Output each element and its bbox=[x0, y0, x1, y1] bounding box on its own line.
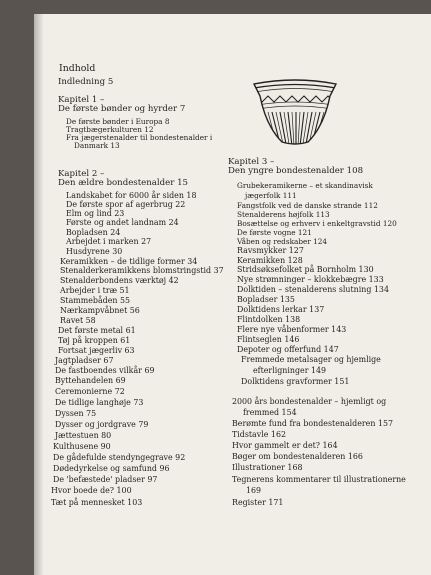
toc-entry: De første spor af agerbrug 22 bbox=[66, 200, 186, 209]
toc-entry: Tøj på kroppen 61 bbox=[58, 336, 131, 345]
toc-entry: Indledning 5 bbox=[58, 77, 114, 87]
toc-entry: Flintdolken 138 bbox=[237, 315, 301, 324]
toc-entry: Tæt på mennesket 103 bbox=[51, 498, 143, 507]
toc-entry: Byttehandelen 69 bbox=[55, 376, 126, 385]
toc-entry: Stammebåden 55 bbox=[60, 296, 131, 305]
toc-entry: Landskabet for 6000 år siden 18 bbox=[66, 191, 197, 200]
toc-entry: Keramikken 128 bbox=[237, 256, 303, 265]
book-page bbox=[34, 14, 431, 575]
toc-entry: Hvor gammelt er det? 164 bbox=[232, 441, 338, 450]
toc-entry: Register 171 bbox=[232, 498, 284, 507]
toc-entry: Dødedyrkelse og samfund 96 bbox=[53, 464, 170, 473]
toc-entry: Stenalderkeramikkens blomstringstid 37 bbox=[60, 266, 224, 275]
toc-entry: Fremmede metalsager og hjemlige bbox=[241, 355, 381, 364]
toc-entry: De tidlige langhøje 73 bbox=[55, 398, 144, 407]
toc-entry: Stridsøksefolket på Bornholm 130 bbox=[237, 265, 374, 274]
toc-entry: Danmark 13 bbox=[74, 141, 120, 150]
toc-entry: Kapitel 2 – bbox=[58, 169, 105, 179]
toc-entry: Dolktidens gravformer 151 bbox=[241, 377, 350, 386]
toc-entry: Kulthusene 90 bbox=[53, 442, 111, 451]
toc-entry: De gådefulde stendyngegrave 92 bbox=[53, 453, 186, 462]
toc-entry: Ravsmykker 127 bbox=[237, 246, 304, 255]
toc-entry: Jættestuen 80 bbox=[55, 431, 112, 440]
toc-entry: Første og andet landnam 24 bbox=[66, 218, 179, 227]
toc-entry: Jagtpladser 67 bbox=[55, 356, 114, 365]
toc-entry: Stenalderbondens værktøj 42 bbox=[60, 276, 179, 285]
toc-entry: Dolktiden – stenalderens slutning 134 bbox=[237, 285, 389, 294]
toc-entry: Stenalderens højfolk 113 bbox=[237, 210, 330, 219]
toc-entry: 169 bbox=[246, 486, 262, 495]
toc-entry: Flere nye våbenformer 143 bbox=[237, 325, 347, 334]
toc-entry: De første bønder i Europa 8 bbox=[66, 117, 170, 126]
toc-entry: Arbejder i træ 51 bbox=[60, 286, 130, 295]
toc-entry: Ceremonierne 72 bbox=[55, 387, 125, 396]
toc-entry: Berømte fund fra bondestenalderen 157 bbox=[232, 419, 393, 428]
toc-entry: De fastboendes vilkår 69 bbox=[55, 366, 155, 375]
toc-entry: Tegnerens kommentarer til illustrationerne bbox=[232, 475, 406, 484]
toc-entry: Arbejdet i marken 27 bbox=[66, 237, 152, 246]
toc-entry: De 'befæstede' pladser 97 bbox=[53, 475, 158, 484]
toc-entry: Fangstfolk ved de danske strande 112 bbox=[237, 201, 378, 210]
toc-entry: efterligninger 149 bbox=[253, 366, 327, 375]
toc-entry: Flintseglen 146 bbox=[237, 335, 300, 344]
toc-entry: Bopladsen 24 bbox=[66, 228, 121, 237]
toc-entry: Ravet 58 bbox=[60, 316, 96, 325]
toc-entry: De første vogne 121 bbox=[237, 228, 312, 237]
toc-entry: Den yngre bondestenalder 108 bbox=[228, 166, 364, 176]
toc-entry: Husdyrene 30 bbox=[66, 247, 123, 256]
toc-entry: Fra jægerstenalder til bondestenalder i bbox=[66, 133, 213, 142]
toc-entry: Dyssen 75 bbox=[55, 409, 97, 418]
toc-entry: Grubekeramikerne – et skandinavisk bbox=[237, 181, 373, 190]
toc-entry: Kapitel 3 – bbox=[228, 157, 275, 167]
toc-entry: Illustrationer 168 bbox=[232, 463, 303, 472]
toc-entry: Dysser og jordgrave 79 bbox=[55, 420, 149, 429]
toc-entry: Den ældre bondestenalder 15 bbox=[58, 178, 189, 188]
toc-entry: jægerfolk 111 bbox=[245, 191, 297, 200]
toc-entry: Nye strømninger – klokkebægre 133 bbox=[237, 275, 384, 284]
toc-entry: Bopladser 135 bbox=[237, 295, 295, 304]
toc-entry: fremmed 154 bbox=[243, 408, 297, 417]
toc-entry: Bøger om bondestenalderen 166 bbox=[232, 452, 363, 461]
toc-entry: Kapitel 1 – bbox=[58, 95, 105, 105]
toc-entry: Fortsat jægerliv 63 bbox=[58, 346, 135, 355]
toc-entry: Det første metal 61 bbox=[58, 326, 136, 335]
toc-entry: Dolktidens lerkar 137 bbox=[237, 305, 325, 314]
toc-entry: 2000 års bondestenalder – hjemligt og bbox=[232, 397, 387, 406]
toc-entry: Bosættelse og erhverv i enkeltgravstid 120 bbox=[237, 219, 397, 228]
toc-entry: Tidstavle 162 bbox=[232, 430, 286, 439]
toc-entry: Nærkampvåbnet 56 bbox=[60, 306, 140, 315]
contents-heading: Indhold bbox=[59, 63, 96, 74]
toc-entry: Depoter og offerfund 147 bbox=[237, 345, 339, 354]
toc-entry: Elm og lind 23 bbox=[66, 209, 125, 218]
toc-entry: Keramikken – de tidlige former 34 bbox=[60, 257, 198, 266]
decorated-beaker-illustration bbox=[250, 76, 340, 146]
toc-entry: Hvor boede de? 100 bbox=[51, 486, 132, 495]
toc-entry: Våben og redskaber 124 bbox=[237, 237, 328, 246]
toc-entry: Tragtbægerkulturen 12 bbox=[66, 125, 154, 134]
toc-entry: De første bønder og hyrder 7 bbox=[58, 104, 186, 114]
